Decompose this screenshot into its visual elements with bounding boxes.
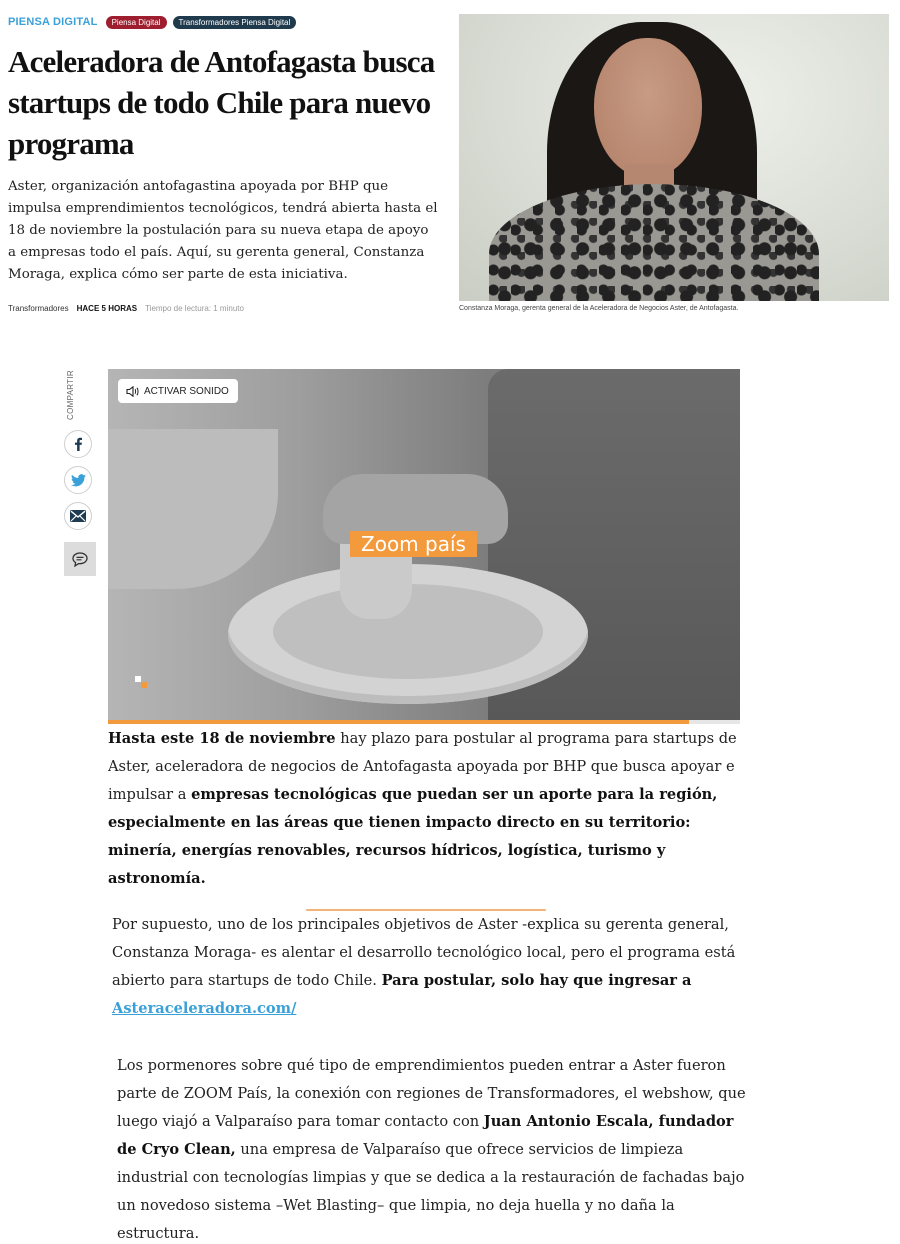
share-facebook-button[interactable]: [64, 430, 92, 458]
hero-face: [594, 38, 702, 178]
p1-bold-date: Hasta este 18 de noviembre: [108, 730, 336, 747]
video-progress-fill: [108, 720, 689, 724]
read-time: Tiempo de lectura: 1 minuto: [145, 304, 244, 313]
paragraph-3: [117, 1052, 757, 1244]
article-meta: [8, 304, 438, 313]
speaker-icon: [126, 386, 139, 397]
aster-link[interactable]: Asteraceleradora.com/: [112, 1000, 297, 1017]
email-icon: [70, 510, 86, 522]
p3-text-b: una empresa de Valparaíso que ofrece servicios de limpieza industrial con tecnologías limpias y que se dedica a la restauración de fachadas bajo un novedoso sistema –Wet Blasting– que limpia, no deja huella y no daña la estructura.: [117, 1141, 745, 1242]
comments-button[interactable]: [64, 542, 96, 576]
publish-time: HACE 5 HORAS: [76, 304, 138, 313]
share-twitter-button[interactable]: [64, 466, 92, 494]
page-title: Aceleradora de Antofagasta busca startups de todo Chile para nuevo programa: [8, 44, 435, 161]
tag-row: [8, 12, 438, 32]
channel-logo-icon: [135, 676, 149, 690]
p3-text-a: Los pormenores sobre qué tipo de emprendimientos pueden entrar a Aster fueron parte de ZOOM País, la conexión con regiones de Transformadores, el webshow, que luego viajó a Valparaíso para tomar contacto con: [117, 1057, 746, 1130]
paragraph-1: [108, 725, 748, 893]
tag-piensa-digital[interactable]: Piensa Digital: [106, 16, 167, 29]
p2-bold: Para postular, solo hay que ingresar a: [381, 972, 692, 989]
comment-icon: [72, 552, 88, 567]
twitter-icon: [71, 474, 86, 487]
article-lede: Aster, organización antofagastina apoyada por BHP que impulsa emprendimientos tecnológicos, tendrá abierta hasta el 18 de noviembre la postulación para su nueva etapa de apoyo a empresas todo el país. Aquí, su gerenta general, Constanza Moraga, explica cómo ser parte de esta iniciativa.: [8, 179, 438, 282]
tag-transformadores[interactable]: Transformadores Piensa Digital: [173, 16, 297, 29]
facebook-icon: [72, 437, 84, 451]
article-header: [8, 12, 438, 313]
video-progress-bar[interactable]: [108, 720, 740, 724]
video-player[interactable]: [108, 369, 740, 724]
unmute-button[interactable]: [118, 379, 238, 403]
p3-bold: Juan Antonio Escala, fundador de Cryo Clean,: [117, 1113, 734, 1158]
hero-photo: [459, 14, 889, 301]
section-link[interactable]: PIENSA DIGITAL: [8, 16, 98, 28]
p1-text: hay plazo para postular al programa para startups de Aster, aceleradora de negocios de Antofagasta apoyada por BHP que busca apoyar e impulsar a: [108, 730, 737, 803]
zoom-pais-badge: Zoom país: [350, 531, 477, 557]
paragraph-2: [112, 911, 752, 1023]
share-email-button[interactable]: [64, 502, 92, 530]
p2-text: Por supuesto, uno de los principales objetivos de Aster -explica su gerenta general, Constanza Moraga- es alentar el desarrollo tecnológico local, pero el programa está abierto para startups de todo Chile.: [112, 916, 736, 989]
unmute-label: ACTIVAR SONIDO: [144, 385, 229, 397]
hero-caption: Constanza Moraga, gerenta general de la Aceleradora de Negocios Aster, de Antofagasta.: [459, 305, 739, 312]
share-label: COMPARTIR: [66, 370, 75, 420]
author-link[interactable]: Transformadores: [8, 304, 69, 313]
p1-bold-sectors: empresas tecnológicas que puedan ser un aporte para la región, especialmente en las áreas que tienen impacto directo en su territorio: minería, energías renovables, recursos hídricos, logística, turismo y astronomía.: [108, 786, 718, 887]
